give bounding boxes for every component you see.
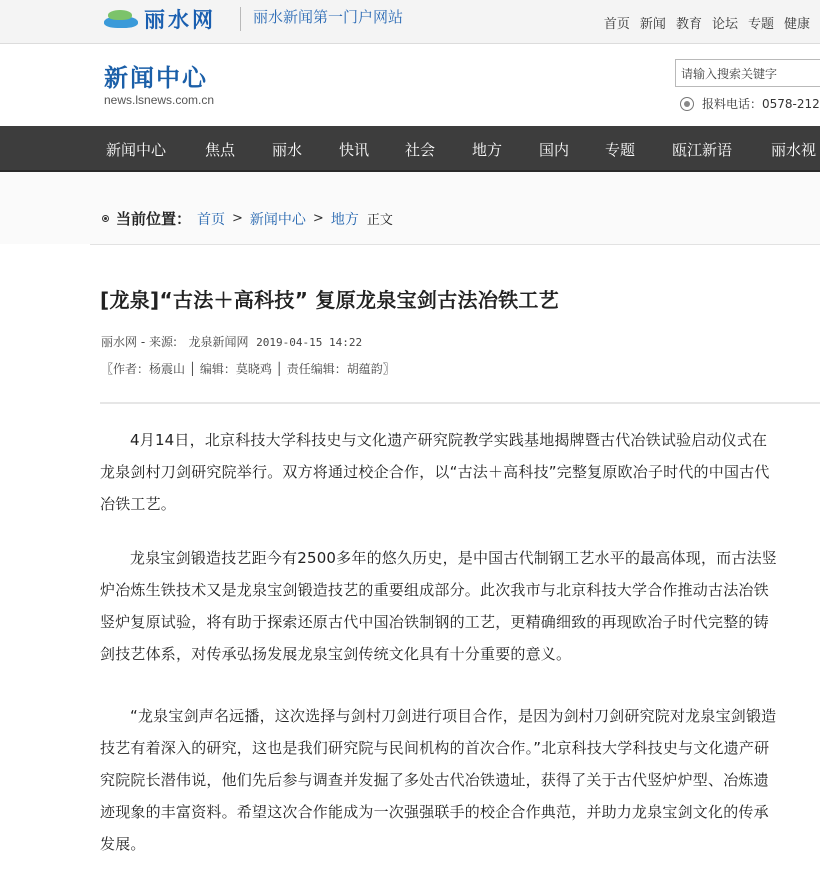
channel-url: news.lsnews.com.cn bbox=[104, 93, 215, 107]
channel-header bbox=[0, 44, 820, 126]
breadcrumb-local[interactable]: 地方 bbox=[330, 211, 359, 228]
breadcrumb-separator: > bbox=[312, 211, 324, 226]
logo-text: 丽水网 bbox=[144, 7, 216, 32]
site-slogan: 丽水新闻第一门户网站 bbox=[253, 8, 404, 26]
article-site: 丽水网 bbox=[101, 335, 138, 349]
nav-news-center[interactable]: 新闻中心 bbox=[106, 141, 167, 159]
article-datetime: 2019-04-15 14:22 bbox=[256, 336, 363, 349]
top-nav-health[interactable]: 健康 bbox=[783, 17, 810, 32]
nav-oujiang[interactable]: 瓯江新语 bbox=[672, 141, 733, 159]
top-nav-home[interactable]: 首页 bbox=[603, 17, 630, 32]
article-divider bbox=[100, 402, 820, 404]
top-nav-news[interactable]: 新闻 bbox=[639, 17, 666, 32]
top-bar bbox=[0, 0, 820, 44]
breadcrumb-current: 正文 bbox=[366, 213, 393, 228]
article-meta bbox=[101, 333, 362, 350]
top-nav-forum[interactable]: 论坛 bbox=[711, 17, 738, 32]
nav-topics[interactable]: 专题 bbox=[605, 141, 636, 159]
breadcrumb-separator: > bbox=[232, 211, 243, 226]
hotline bbox=[680, 95, 820, 112]
breadcrumb bbox=[102, 208, 393, 229]
article-paragraph: 龙泉宝剑锻造技艺距今有2500多年的悠久历史，是中国古代制钢工艺水平的最高体现，而古法竖炉冶炼生铁技术又是龙泉宝剑锻造技艺的重要组成部分。此次我市与北京科技大学合作推动古法冶铁竖炉复原试验，将有助于探索还原古代中国冶铁制钢的工艺，更精确细致的再现欧冶子时代完整的铸剑技艺体系，对传承弘扬发展龙泉宝剑传统文化具有十分重要的意义。 bbox=[100, 549, 777, 663]
channel-title: 新闻中心 bbox=[104, 64, 208, 92]
logo-wave-icon bbox=[104, 8, 138, 30]
phone-icon bbox=[680, 97, 694, 111]
top-nav bbox=[604, 13, 810, 32]
top-nav-education[interactable]: 教育 bbox=[675, 17, 702, 32]
nav-society[interactable]: 社会 bbox=[405, 141, 436, 159]
breadcrumb-divider bbox=[90, 244, 820, 245]
article-credits: 〖作者：杨震山 │ 编辑：莫晓鸡 │ 责任编辑：胡蕴韵〗 bbox=[101, 362, 395, 376]
breadcrumb-home[interactable]: 首页 bbox=[197, 211, 226, 228]
search-input[interactable]: 请输入搜索关键字 bbox=[675, 59, 820, 87]
site-logo[interactable] bbox=[104, 4, 216, 34]
breadcrumb-label: 当前位置： bbox=[116, 210, 192, 228]
bullet-icon bbox=[102, 215, 109, 222]
top-nav-topics[interactable]: 专题 bbox=[747, 17, 774, 32]
channel-brand[interactable] bbox=[104, 58, 214, 107]
nav-lishui[interactable]: 丽水 bbox=[272, 141, 303, 159]
logo-divider bbox=[240, 7, 241, 31]
nav-focus[interactable]: 焦点 bbox=[205, 141, 236, 159]
main-nav bbox=[0, 126, 820, 172]
article-paragraph: “龙泉宝剑声名远播，这次选择与剑村刀剑进行项目合作，是因为剑村刀剑研究院对龙泉宝剑锻造技艺有着深入的研究，这也是我们研究院与民间机构的首次合作。”北京科技大学科技史与文化遗产研究院院长潜伟说，他们先后参与调查并发掘了多处古代冶铁遗址，获得了关于古代竖炉炉型、冶炼遗迹现象的丰富资料。希望这次合作能成为一次强强联手的校企合作典范，并助力龙泉宝剑文化的传承发展。 bbox=[100, 707, 777, 853]
breadcrumb-news-center[interactable]: 新闻中心 bbox=[249, 211, 306, 228]
article-paragraph: 4月14日，北京科技大学科技史与文化遗产研究院教学实践基地揭牌暨古代冶铁试验启动仪式在龙泉剑村刀剑研究院举行。双方将通过校企合作，以“古法＋高科技”完整复原欧冶子时代的中国古代冶铁工艺。 bbox=[100, 431, 770, 513]
source-label: - 来源: bbox=[137, 335, 181, 349]
breadcrumb-area bbox=[0, 172, 820, 244]
nav-lishui-video[interactable]: 丽水视 bbox=[771, 141, 817, 159]
nav-local[interactable]: 地方 bbox=[472, 141, 503, 159]
nav-flash[interactable]: 快讯 bbox=[339, 141, 370, 159]
nav-domestic[interactable]: 国内 bbox=[539, 141, 570, 159]
article-source: 龙泉新闻网 bbox=[188, 335, 249, 349]
article-title: [龙泉]“古法＋高科技” 复原龙泉宝剑古法冶铁工艺 bbox=[100, 288, 560, 312]
hotline-text: 报料电话：0578-212 bbox=[702, 97, 820, 111]
